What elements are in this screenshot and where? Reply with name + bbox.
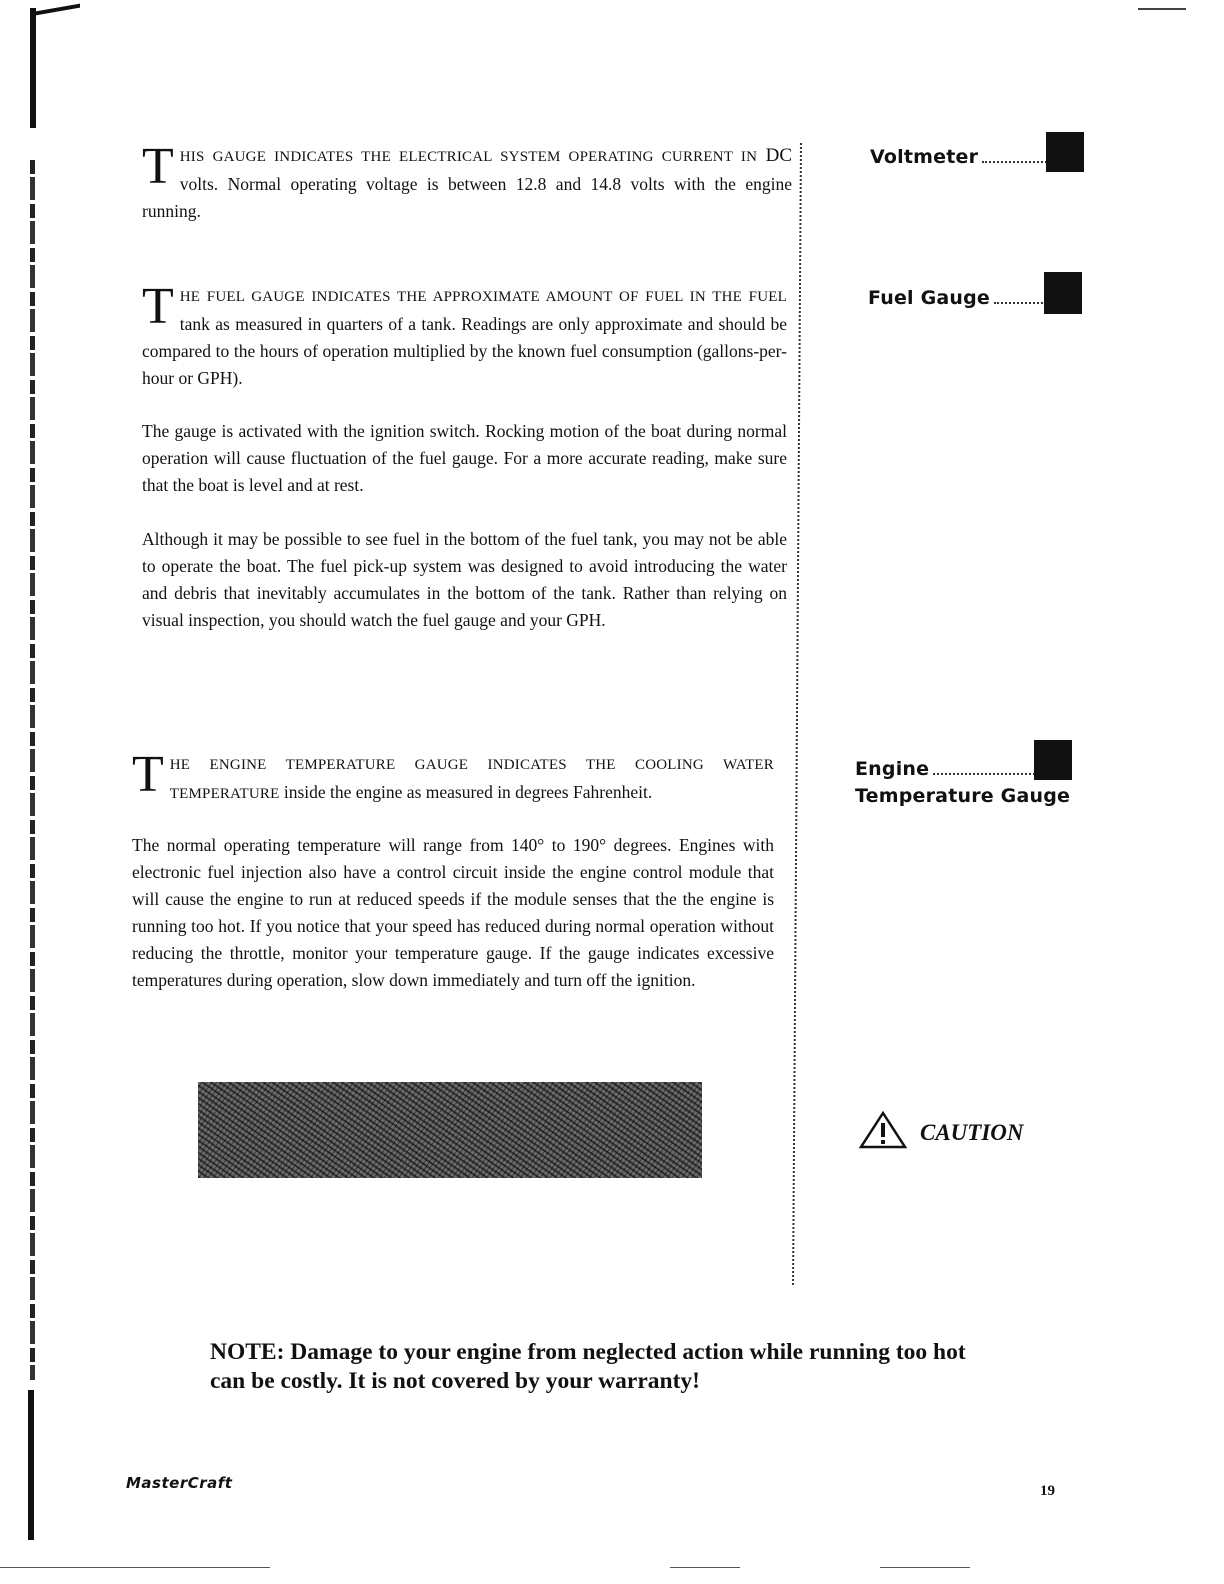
scan-binding-edge (28, 1390, 34, 1540)
engine-temp-section (132, 746, 774, 994)
lead-in-end: DC (765, 145, 792, 166)
voltmeter-section (142, 138, 792, 225)
section-tab-marker (1044, 272, 1082, 314)
sidebar-label-text: Engine (855, 758, 930, 780)
lead-in: HIS GAUGE INDICATES THE ELECTRICAL SYSTEM OPERATING CURRENT IN (179, 149, 758, 165)
voltmeter-paragraph (142, 138, 792, 225)
page-number: 19 (1040, 1483, 1055, 1499)
dot-leader (982, 161, 1050, 163)
lead-in: HE FUEL GAUGE INDICATES THE APPROXIMATE AMOUNT OF FUEL IN THE FUEL (179, 289, 787, 305)
scan-edge-mark (30, 4, 80, 17)
brand-logo: MasterCraft (126, 1474, 233, 1492)
column-divider (792, 143, 802, 1285)
scan-edge-mark (1138, 8, 1186, 10)
note-warranty: NOTE: Damage to your engine from neglected action while running too hot can be costly. It is not covered by your warranty! (210, 1339, 966, 1394)
fuel-gauge-paragraph-3: Although it may be possible to see fuel in the bottom of the fuel tank, you may not be able to operate the boat. The fuel pick-up system was designed to avoid introducing the water and debris that inevitably accumulates in the bottom of the tank. Rather than relying on visual inspection, you should watch the fuel gauge and your GPH. (142, 529, 787, 630)
fuel-gauge-paragraph (142, 278, 787, 392)
sidebar-label-text: Temperature Gauge (855, 785, 1071, 807)
caution-text: CAUTION (920, 1119, 1024, 1145)
dropcap: T (142, 278, 174, 335)
caution-label (858, 1110, 1024, 1155)
engine-temp-paragraph-2: The normal operating temperature will range from 140° to 190° degrees. Engines with electronic fuel injection also have a control circuit inside the engine control module that will cause the engine to run at reduced speeds if the module senses that the the engine is running too hot. If you notice that your speed has reduced during normal operation without reducing the throttle, monitor your temperature gauge. If the gauge indicates excessive temperatures during operation, slow down immediately and turn off the ignition. (132, 835, 774, 990)
scan-edge-mark (670, 1567, 740, 1568)
sidebar-label-text: Voltmeter (870, 146, 979, 168)
sidebar-label-text: Fuel Gauge (868, 287, 991, 309)
body-text: inside the engine as measured in degrees Fahrenheit. (283, 782, 653, 802)
scan-edge-mark (30, 8, 36, 128)
fuel-gauge-section (142, 278, 787, 634)
sidebar-label-fuel-gauge (868, 287, 1046, 309)
warning-triangle-icon (858, 1110, 908, 1155)
dot-leader (994, 302, 1046, 304)
scan-edge-mark (0, 1567, 270, 1568)
dropcap: T (142, 138, 174, 195)
engine-temp-paragraph (132, 746, 774, 808)
section-tab-marker (1034, 740, 1072, 780)
body-text: volts. Normal operating voltage is between 12.8 and 14.8 volts with the engine running. (142, 174, 792, 221)
caution-message-box (198, 1082, 702, 1178)
sidebar-label-voltmeter (870, 146, 1050, 168)
dot-leader (933, 773, 1035, 775)
lead-in: HE ENGINE TEMPERATURE GAUGE INDICATES THE COOLING WATER TEMPERATURE (169, 757, 774, 802)
body-text: tank as measured in quarters of a tank. Readings are only approximate and should be compared to the hours of operation multiplied by the known fuel consumption (gallons-per-hour or GPH). (142, 314, 787, 388)
scan-binding-edge (30, 160, 35, 1380)
fuel-gauge-paragraph-2: The gauge is activated with the ignition switch. Rocking motion of the boat during normal operation will cause fluctuation of the fuel gauge. For a more accurate reading, make sure that the boat is level and at rest. (142, 421, 787, 495)
section-tab-marker (1046, 132, 1084, 172)
dropcap: T (132, 746, 164, 803)
scan-edge-mark (880, 1567, 970, 1568)
